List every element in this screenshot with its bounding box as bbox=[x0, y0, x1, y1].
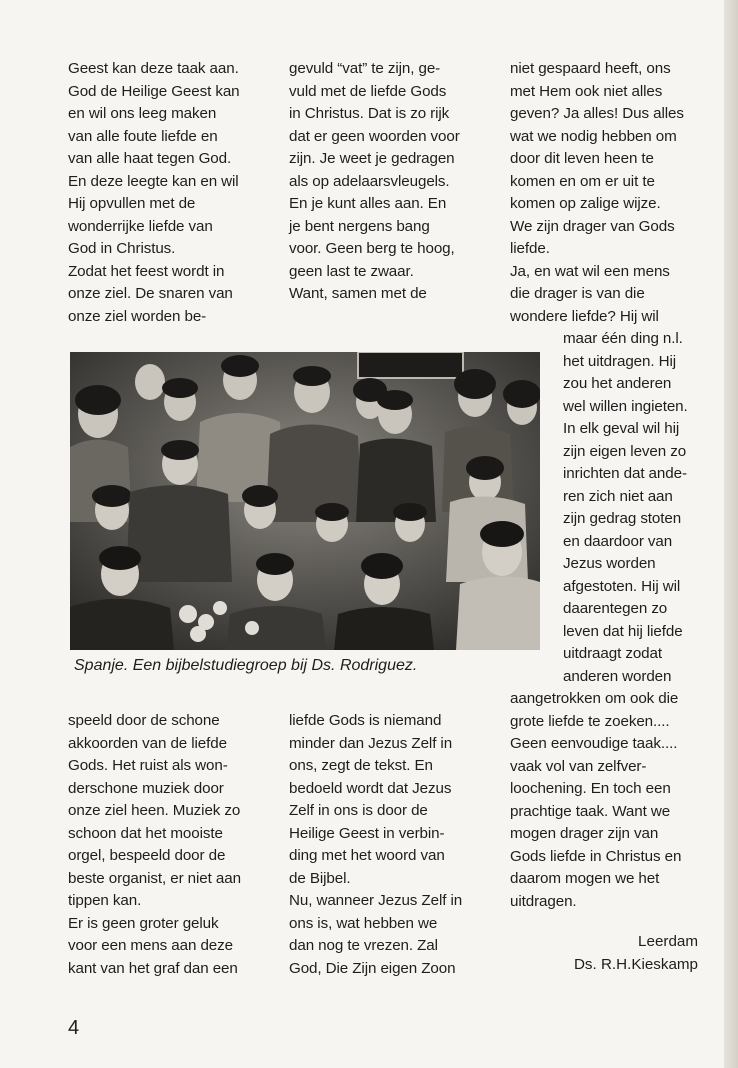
text-line: vaak vol van zelfver- bbox=[510, 757, 647, 775]
text-line: zijn eigen leven zo bbox=[563, 442, 687, 460]
text-line: derschone muziek door bbox=[68, 779, 224, 797]
text-line: daarom mogen we het bbox=[510, 870, 660, 887]
text-line: Geen eenvoudige taak.... bbox=[510, 735, 678, 752]
text-line: prachtige taak. Want we bbox=[510, 802, 671, 820]
text-line: afgestoten. Hij wil bbox=[563, 577, 681, 595]
text-line: Zelf in ons is door de bbox=[289, 802, 428, 819]
text-line: dan nog te vrezen. Zal bbox=[289, 937, 438, 954]
text-line: bedoeld wordt dat Jezus bbox=[289, 779, 452, 797]
column-bottom-middle bbox=[289, 710, 462, 980]
text-line: van alle foute liefde en bbox=[68, 127, 218, 145]
text-line: niet gespaard heeft, ons bbox=[510, 60, 671, 77]
text-line: Zodat het feest wordt in bbox=[68, 262, 225, 280]
text-line: Want, samen met de bbox=[289, 285, 427, 302]
text-line: voor een mens aan deze bbox=[68, 937, 233, 954]
text-line: kant van het graf dan een bbox=[68, 959, 238, 977]
signature-name: Ds. R.H.Kieskamp bbox=[573, 956, 698, 973]
text-line: aangetrokken om ook die bbox=[510, 690, 679, 707]
text-line: grote liefde te zoeken.... bbox=[510, 712, 670, 730]
page-number: 4 bbox=[68, 1017, 80, 1039]
text-line: en wil ons leeg maken bbox=[68, 105, 217, 122]
text-line: We zijn drager van Gods bbox=[510, 217, 675, 235]
text-line: daarentegen zo bbox=[563, 600, 668, 617]
text-line: God de Heilige Geest kan bbox=[68, 82, 240, 100]
text-line: God, Die Zijn eigen Zoon bbox=[289, 959, 456, 977]
text-line: onze ziel worden be- bbox=[68, 307, 207, 325]
text-line: voor. Geen berg te hoog, bbox=[289, 240, 455, 257]
text-line: wonderrijke liefde van bbox=[68, 217, 213, 235]
text-line: loochening. En toch een bbox=[510, 780, 671, 797]
text-line: tippen kan. bbox=[68, 892, 142, 909]
text-line: geven? Ja alles! Dus alles bbox=[510, 105, 684, 122]
group-photo bbox=[70, 352, 540, 650]
text-line: die drager is van die bbox=[510, 285, 645, 302]
text-line: En je kunt alles aan. En bbox=[289, 195, 447, 212]
text-line: Nu, wanneer Jezus Zelf in bbox=[289, 892, 463, 909]
text-line: komen op zalige wijze. bbox=[510, 195, 661, 212]
text-line: Gods liefde in Christus en bbox=[510, 847, 682, 865]
text-line: beste organist, er niet aan bbox=[68, 869, 241, 887]
column-bottom-left bbox=[68, 710, 241, 980]
column-top-middle bbox=[289, 58, 460, 306]
text-line: wel willen ingieten. bbox=[563, 397, 688, 415]
text-line: ren zich niet aan bbox=[563, 487, 673, 505]
text-line: leven dat hij liefde bbox=[563, 622, 683, 640]
text-line: Heilige Geest in verbin- bbox=[289, 824, 445, 842]
text-line: schoon dat het mooiste bbox=[68, 824, 223, 842]
text-line: Er is geen groter geluk bbox=[68, 914, 219, 932]
text-line: In elk geval wil hij bbox=[563, 420, 680, 437]
text-line: speeld door de schone bbox=[68, 712, 220, 729]
text-line: je bent nergens bang bbox=[289, 217, 430, 235]
text-line: onze ziel heen. Muziek zo bbox=[68, 802, 241, 819]
text-line: ding met het woord van bbox=[289, 847, 445, 864]
text-line: uitdragen. bbox=[510, 892, 577, 910]
signature-place: Leerdam bbox=[638, 933, 698, 950]
text-line: met Hem ook niet alles bbox=[510, 82, 663, 100]
text-line: liefde Gods is niemand bbox=[289, 712, 442, 729]
text-line: het uitdragen. Hij bbox=[563, 352, 677, 370]
text-line: akkoorden van de liefde bbox=[68, 734, 227, 752]
text-line: de Bijbel. bbox=[289, 869, 351, 887]
text-line: wondere liefde? Hij wil bbox=[510, 307, 659, 325]
column-right-bottom bbox=[510, 688, 681, 913]
page-edge bbox=[724, 0, 738, 1068]
text-line: Gods. Het ruist als won- bbox=[68, 757, 228, 774]
text-line: van alle haat tegen God. bbox=[68, 150, 232, 167]
text-line: in Christus. Dat is zo rijk bbox=[289, 105, 450, 122]
text-line: door dit leven heen te bbox=[510, 150, 654, 167]
text-line: uitdraagt zodat bbox=[563, 645, 662, 662]
text-line: Geest kan deze taak aan. bbox=[68, 60, 239, 77]
text-line: mogen drager zijn van bbox=[510, 825, 659, 842]
text-line: zou het anderen bbox=[563, 375, 672, 392]
text-line: anderen worden bbox=[563, 667, 672, 685]
text-line: God in Christus. bbox=[68, 240, 176, 257]
text-line: onze ziel. De snaren van bbox=[68, 285, 233, 302]
text-line: minder dan Jezus Zelf in bbox=[289, 734, 453, 752]
text-line: ons is, wat hebben we bbox=[289, 914, 438, 932]
text-line: zijn gedrag stoten bbox=[563, 510, 682, 527]
text-line: En deze leegte kan en wil bbox=[68, 172, 239, 190]
text-line: wat we nodig hebben om bbox=[510, 127, 677, 145]
column-right-top bbox=[510, 58, 684, 328]
text-line: ons, zegt de tekst. En bbox=[289, 757, 433, 774]
text-line: geen last te zwaar. bbox=[289, 262, 414, 280]
text-line: liefde. bbox=[510, 240, 550, 257]
text-line: orgel, bespeeld door de bbox=[68, 847, 226, 864]
text-line: maar één ding n.l. bbox=[563, 330, 683, 347]
column-top-left bbox=[68, 58, 240, 328]
text-line: dat er geen woorden voor bbox=[289, 127, 460, 145]
text-line: Jezus worden bbox=[563, 555, 656, 572]
photo-caption: Spanje. Een bijbelstudiegroep bij Ds. Rodriguez. bbox=[74, 657, 418, 674]
text-line: inrichten dat ande- bbox=[563, 465, 687, 482]
text-line: Ja, en wat wil een mens bbox=[510, 262, 670, 280]
text-line: en daardoor van bbox=[563, 532, 673, 550]
text-line: zijn. Je weet je gedragen bbox=[289, 150, 455, 167]
text-line: als op adelaarsvleugels. bbox=[289, 172, 450, 190]
text-line: Hij opvullen met de bbox=[68, 195, 196, 212]
text-line: gevuld “vat” te zijn, ge- bbox=[289, 60, 441, 77]
text-line: vuld met de liefde Gods bbox=[289, 82, 447, 100]
column-right-narrow bbox=[563, 328, 688, 688]
text-line: komen en om er uit te bbox=[510, 172, 655, 190]
